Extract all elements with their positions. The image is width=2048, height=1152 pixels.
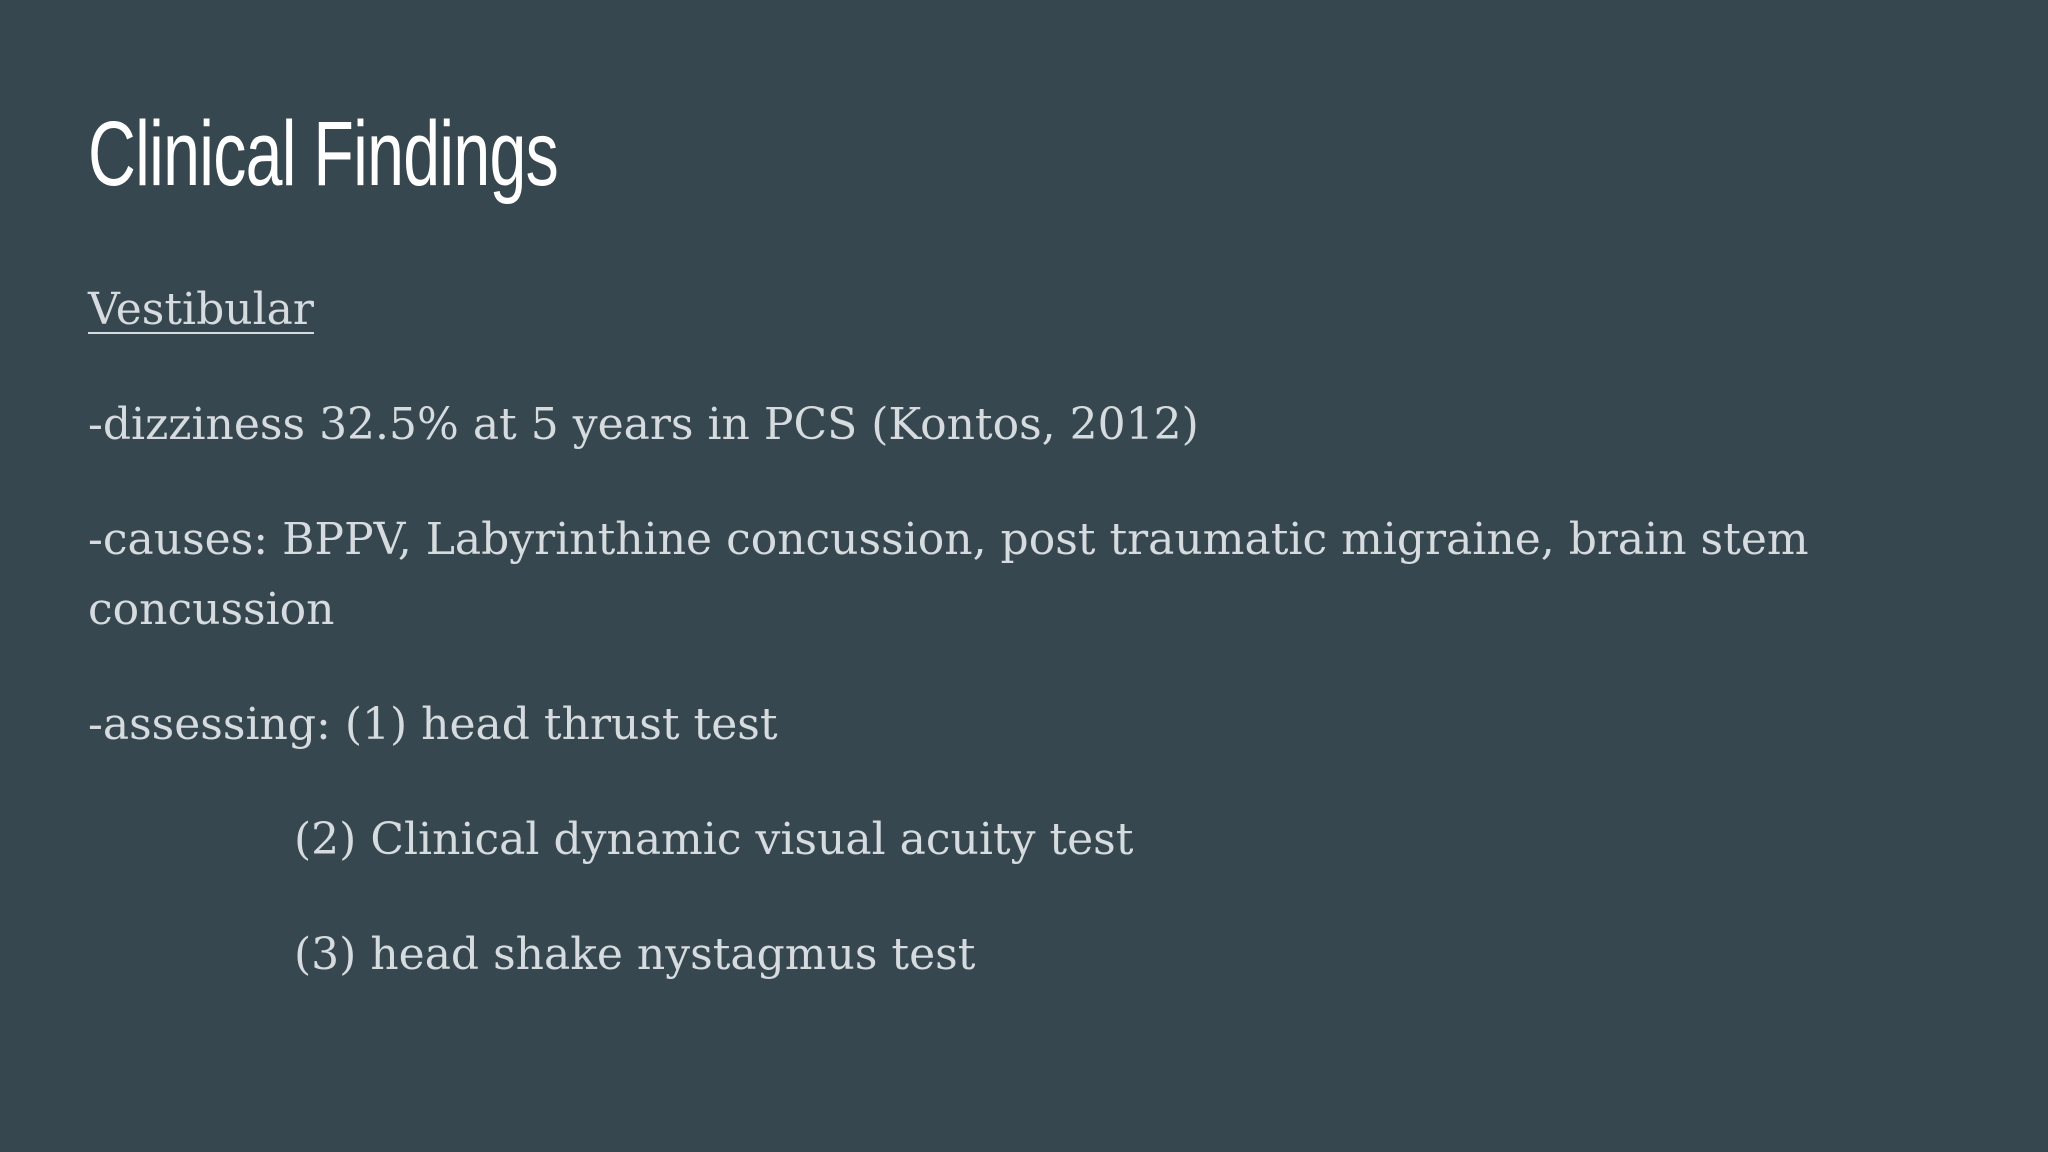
bullet-dizziness: -dizziness 32.5% at 5 years in PCS (Kontos, 2012) <box>88 399 1199 450</box>
bullet-assessing: -assessing: (1) head thrust test <box>88 699 778 750</box>
section-subheading: Vestibular <box>88 284 314 335</box>
slide-title: Clinical Findings <box>88 103 559 205</box>
assessing-item-2: (2) Clinical dynamic visual acuity test <box>294 814 1134 865</box>
bullet-causes: -causes: BPPV, Labyrinthine concussion, post traumatic migraine, brain stem concussion <box>88 514 1809 635</box>
assessing-item-3: (3) head shake nystagmus test <box>294 929 976 980</box>
